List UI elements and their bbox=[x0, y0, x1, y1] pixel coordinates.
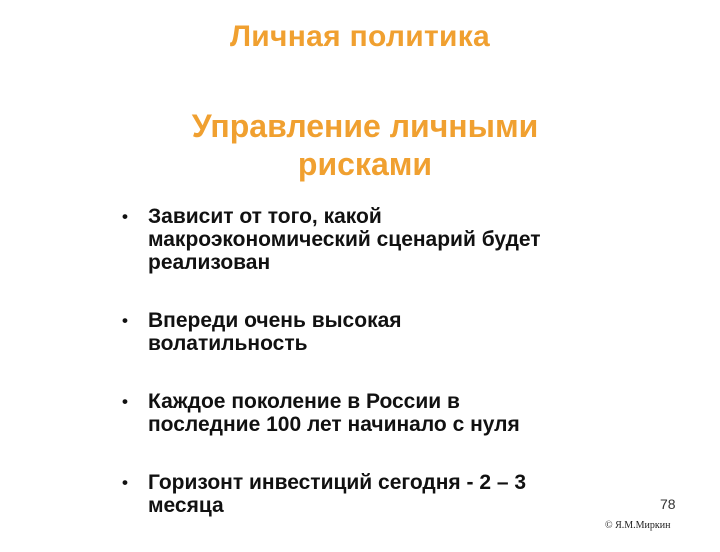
bullet-text-line: месяца bbox=[148, 494, 224, 517]
copyright-notice: © Я.М.Миркин bbox=[605, 520, 671, 531]
bullet-icon: • bbox=[122, 473, 128, 492]
bullet-text-line: Каждое поколение в России в bbox=[148, 390, 460, 413]
slide-subtitle bbox=[150, 107, 580, 183]
bullet-item-2 bbox=[118, 309, 618, 355]
subtitle-line-1: Управление личными bbox=[191, 108, 539, 144]
bullet-text-line: Зависит от того, какой bbox=[148, 205, 382, 228]
bullet-text-line: волатильность bbox=[148, 332, 308, 355]
bullet-list bbox=[118, 205, 618, 552]
bullet-item-1 bbox=[118, 205, 618, 274]
page-number: 78 bbox=[660, 496, 676, 512]
bullet-text-line: реализован bbox=[148, 251, 271, 274]
bullet-icon: • bbox=[122, 392, 128, 411]
bullet-icon: • bbox=[122, 207, 128, 226]
bullet-text-line: Горизонт инвестиций сегодня - 2 – 3 bbox=[148, 471, 527, 494]
bullet-text-line: Впереди очень высокая bbox=[148, 309, 402, 332]
bullet-item-3 bbox=[118, 390, 618, 436]
bullet-text-line: макроэкономический сценарий будет bbox=[148, 228, 541, 251]
subtitle-line-2: рисками bbox=[297, 146, 433, 182]
bullet-icon: • bbox=[122, 311, 128, 330]
bullet-item-4 bbox=[118, 471, 618, 517]
slide-title: Личная политика bbox=[229, 20, 491, 53]
bullet-text-line: последние 100 лет начинало с нуля bbox=[148, 413, 520, 436]
